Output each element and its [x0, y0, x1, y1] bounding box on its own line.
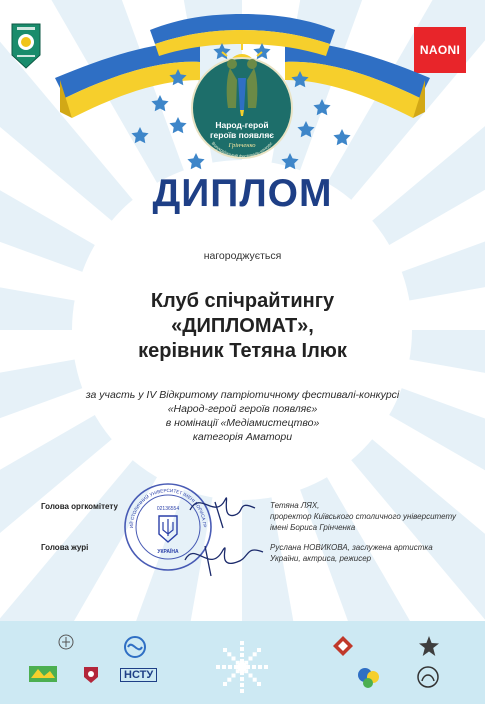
description-line: категорія Аматори	[192, 431, 293, 443]
emblem-arc-text: Всеукраїнський фестиваль-конкурс	[210, 140, 274, 159]
stamp-code: 02136554	[156, 506, 180, 512]
star-icon	[333, 129, 350, 145]
emblem-line-2: героїв появляє	[210, 130, 274, 140]
emblem-logo	[82, 665, 100, 685]
ornament-cell	[227, 652, 231, 656]
signer-line: імені Бориса Грінченка	[270, 523, 356, 532]
diploma-title: ДИПЛОМ	[152, 172, 333, 215]
ornament-core	[238, 663, 246, 671]
ornament-cell	[228, 665, 232, 669]
jury-label: Голова журі	[41, 543, 89, 552]
ornament-cell	[257, 682, 261, 686]
star-icon	[313, 99, 330, 115]
emblem-line-1: Народ-герой	[215, 120, 269, 130]
festival-emblem	[182, 38, 302, 168]
ornament-cell	[216, 665, 220, 669]
jury-signer	[270, 542, 470, 564]
handwritten-signatures	[175, 480, 270, 580]
ornament-cell	[249, 657, 253, 661]
police-badge-logo	[418, 635, 440, 659]
ornament-cell	[253, 652, 257, 656]
signer-line: України, актриса, режисер	[270, 554, 372, 563]
ornament-cell	[232, 674, 236, 678]
ornament-cell	[222, 665, 226, 669]
university-logo	[122, 635, 148, 659]
star-icon	[131, 127, 148, 143]
culture-dept-logo	[355, 665, 385, 691]
ornament-cell	[227, 678, 231, 682]
ornament-cell	[240, 647, 244, 651]
ornament-cell	[253, 678, 257, 682]
recipient-line: Клуб спічрайтингу	[150, 290, 335, 312]
ornament-cell	[264, 665, 268, 669]
description-line: в номінації «Медіамистецтво»	[165, 417, 320, 429]
signer-line: Руслана НОВИКОВА, заслужена артистка	[270, 543, 433, 552]
ornament-cell	[246, 665, 250, 669]
signer-line: Тетяна ЛЯХ,	[270, 501, 320, 510]
naoni-logo-text: NAONI	[419, 43, 461, 57]
recipient-line: керівник Тетяна Ілюк	[138, 340, 347, 362]
ornament-cell	[232, 657, 236, 661]
emblem-line-3: Грінченко	[228, 142, 256, 149]
ornament-cell	[257, 648, 261, 652]
ornament-cell	[252, 665, 256, 669]
ornament-cell	[240, 689, 244, 693]
snowflake-ornament-icon	[210, 635, 274, 699]
ornament-cell	[240, 683, 244, 687]
recipient-line: «ДИПЛОМАТ»,	[171, 315, 314, 337]
ornament-cell	[249, 674, 253, 678]
ornament-cell	[234, 665, 238, 669]
ornament-cell	[240, 677, 244, 681]
ncua-logo: НСТУ	[120, 668, 157, 682]
stamp-arc-text: ИЙ СТОЛИЧНИЙ УНІВЕРСИТЕТ ІМЕНІ БОРИСА ГР	[128, 487, 208, 529]
signer-line: проректор Київського столичного університету	[270, 512, 457, 521]
description-line: «Народ-герой героїв появляє»	[167, 403, 318, 415]
committee-signer	[270, 500, 470, 533]
footer-band	[0, 621, 485, 704]
ornament-cell	[223, 682, 227, 686]
star-icon	[151, 95, 168, 111]
ornament-cell	[258, 665, 262, 669]
ornament-cell	[240, 659, 244, 663]
ornament-cell	[240, 671, 244, 675]
stamp-country: УКРАЇНА	[157, 549, 179, 555]
ministry-logo	[58, 633, 74, 651]
ornament-logo	[332, 635, 354, 657]
ornament-cell	[240, 653, 244, 657]
description-line: за участь у IV Відкритому патріотичному фестивалі-конкурсі	[85, 389, 400, 401]
folk-logo	[28, 663, 58, 685]
museum-logo	[416, 665, 440, 689]
awarded-text: нагороджується	[203, 250, 282, 262]
committee-label: Голова оргкомітету	[41, 502, 118, 511]
ornament-cell	[240, 641, 244, 645]
ornament-cell	[223, 648, 227, 652]
